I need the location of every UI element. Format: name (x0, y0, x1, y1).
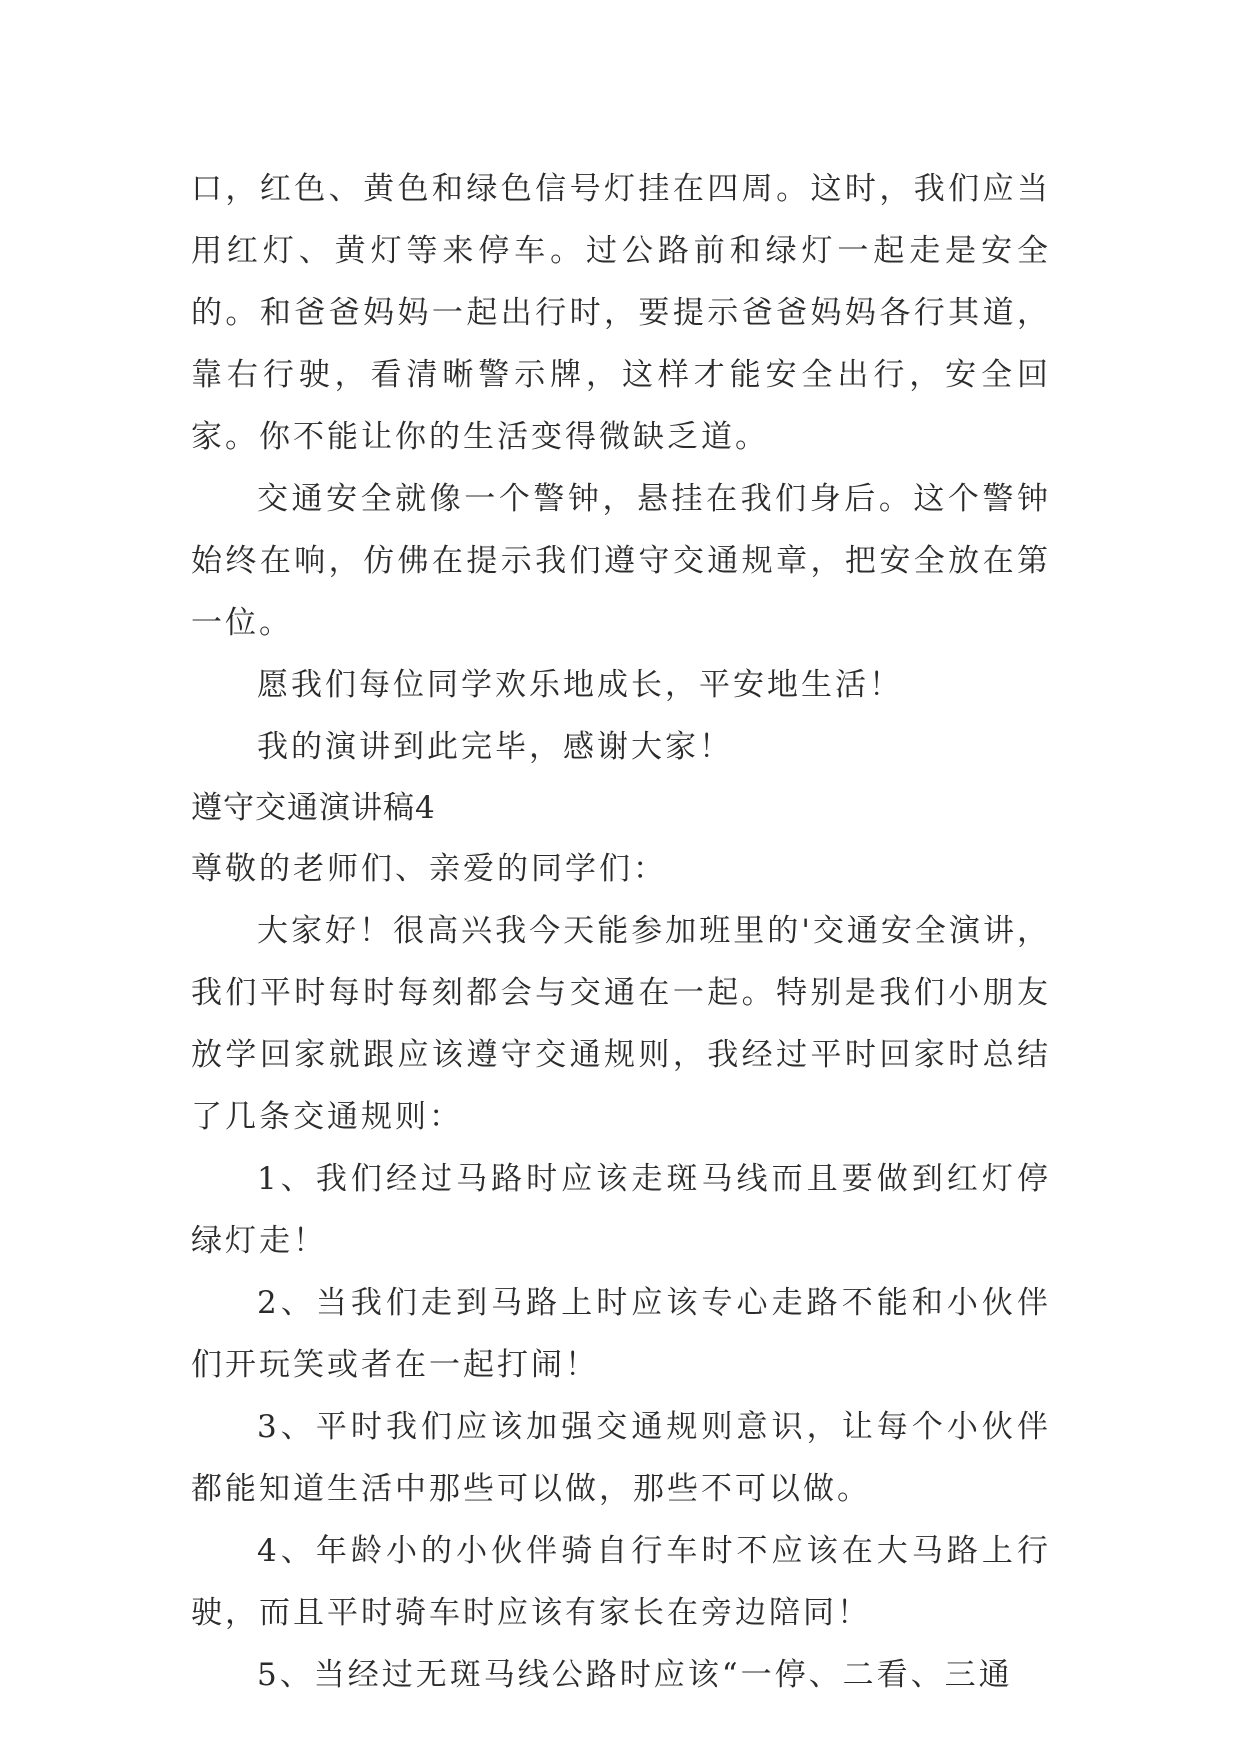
salutation: 尊敬的老师们、亲爱的同学们： (191, 851, 667, 887)
rule-item-5: 5、当经过无斑马线公路时应该“一停、二看、三通 (257, 1657, 1013, 1693)
paragraph-closing: 我的演讲到此完毕，感谢大家！ (257, 729, 733, 765)
paragraph-greeting: 大家好！很高兴我今天能参加班里的'交通安全演讲，我们平时每时每刻都会与交通在一起。特别是我们小朋友放学回家就跟应该遵守交通规则，我经过平时回家时总结了几条交通规则： (191, 913, 1051, 1135)
rule-item-1: 1、我们经过马路时应该走斑马线而且要做到红灯停绿灯走！ (191, 1161, 1051, 1259)
paragraph-alarm-bell: 交通安全就像一个警钟，悬挂在我们身后。这个警钟始终在响，仿佛在提示我们遵守交通规章，把安全放在第一位。 (191, 481, 1051, 641)
rule-item-3: 3、平时我们应该加强交通规则意识，让每个小伙伴都能知道生活中那些可以做，那些不可以做。 (191, 1409, 1051, 1507)
document-body (191, 158, 1051, 1706)
paragraph-wish: 愿我们每位同学欢乐地成长，平安地生活！ (257, 667, 903, 703)
paragraph-traffic-lights: 口，红色、黄色和绿色信号灯挂在四周。这时，我们应当用红灯、黄灯等来停车。过公路前和绿灯一起走是安全的。和爸爸妈妈一起出行时，要提示爸爸妈妈各行其道，靠右行驶，看清晰警示牌，这样才能安全出行，安全回家。你不能让你的生活变得微缺乏道。 (191, 171, 1051, 455)
rule-item-2: 2、当我们走到马路上时应该专心走路不能和小伙伴们开玩笑或者在一起打闹！ (191, 1285, 1051, 1383)
rule-item-4: 4、年龄小的小伙伴骑自行车时不应该在大马路上行驶，而且平时骑车时应该有家长在旁边陪同！ (191, 1533, 1051, 1631)
section-heading: 遵守交通演讲稿4 (191, 790, 436, 826)
